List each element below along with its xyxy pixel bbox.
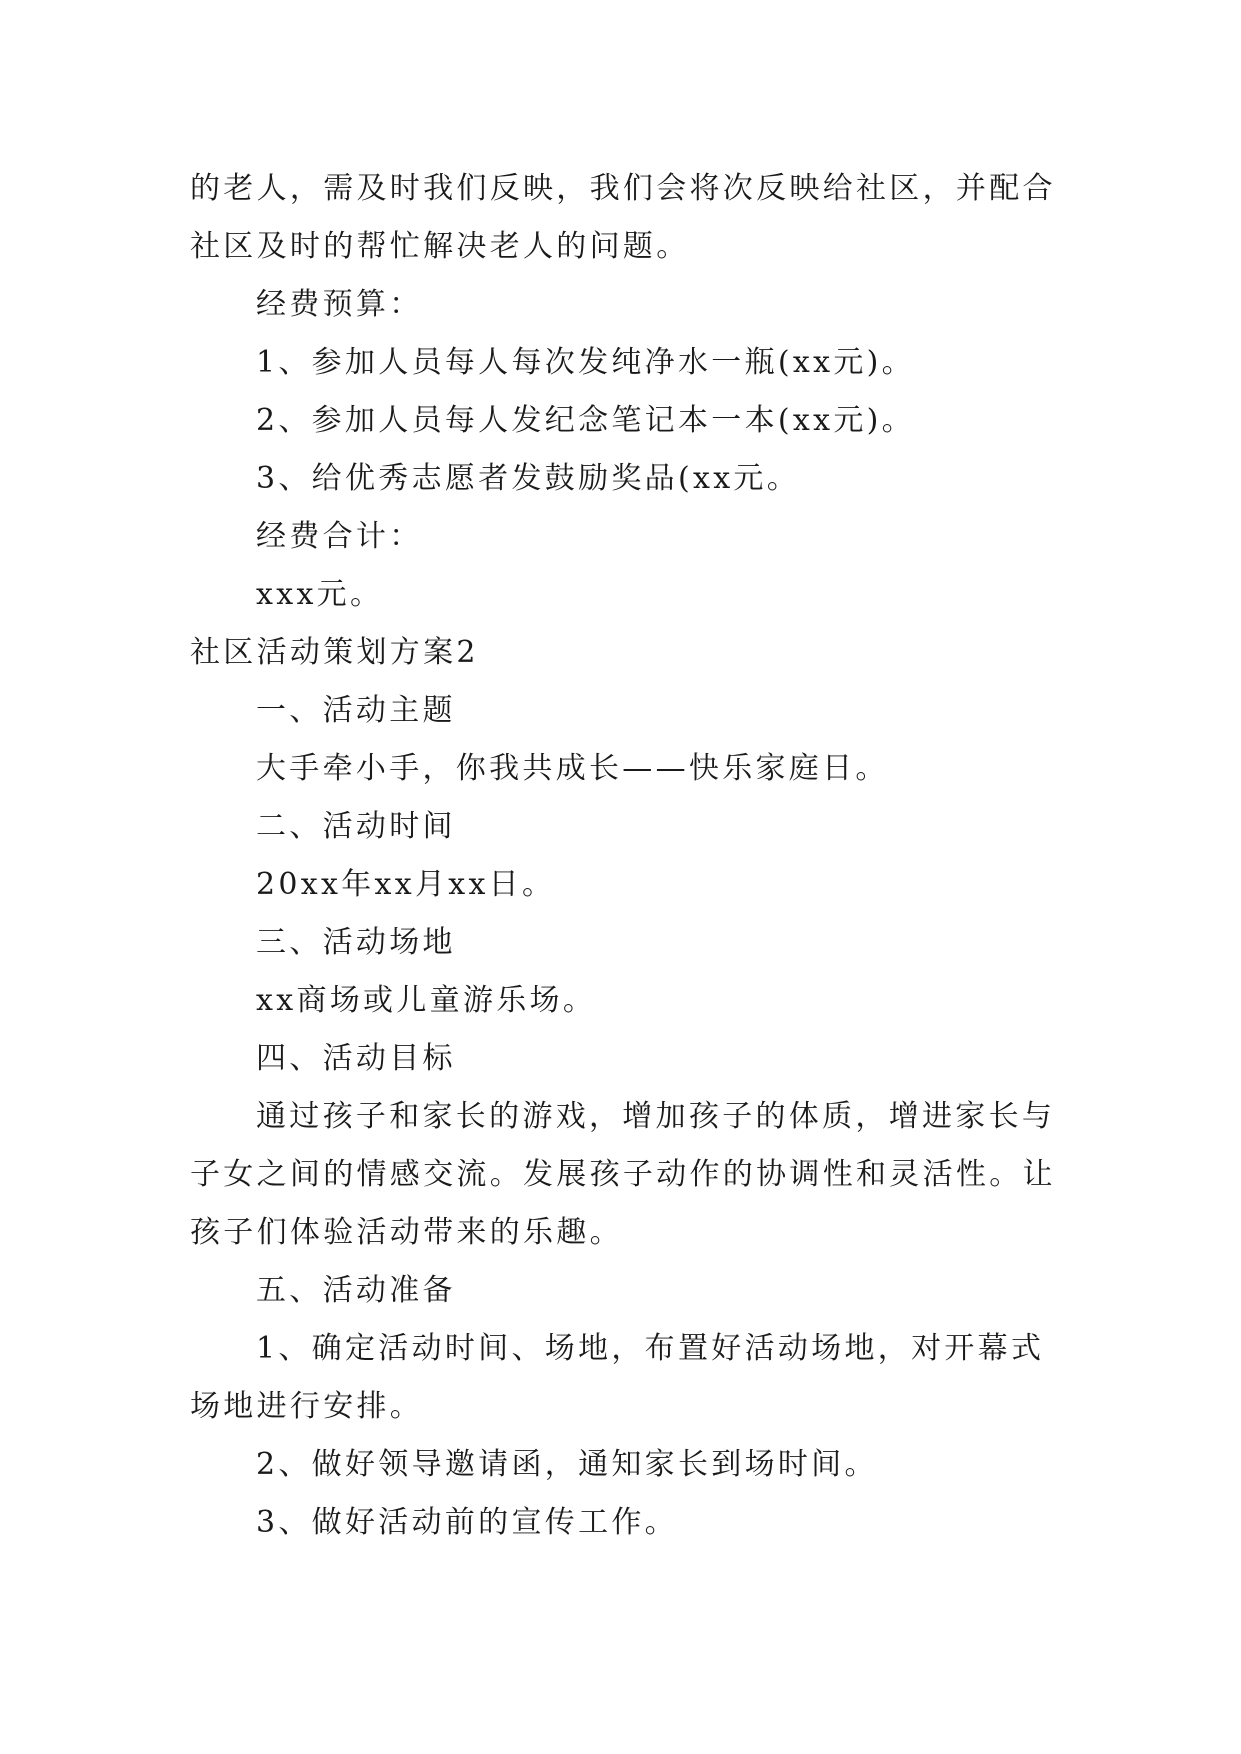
budget-item-1: 1、参加人员每人每次发纯净水一瓶(xx元)。 [256,345,915,380]
time-text: 20xx年xx月xx日。 [256,867,556,902]
preparation-item-1: 1、确定活动时间、场地，布置好活动场地，对开幕式场地进行安排。 [190,1331,1045,1424]
document-body [190,160,1070,1552]
preparation-item-2: 2、做好领导邀请函，通知家长到场时间。 [256,1447,878,1482]
budget-total-heading: 经费合计： [256,519,423,554]
budget-item-2: 2、参加人员每人发纪念笔记本一本(xx元)。 [256,403,915,438]
heading-theme: 一、活动主题 [256,693,456,728]
venue-text: xx商场或儿童游乐场。 [256,983,597,1018]
section-title: 社区活动策划方案2 [190,635,479,670]
budget-total-value: xxx元。 [256,577,384,612]
heading-venue: 三、活动场地 [256,925,456,960]
preparation-item-3: 3、做好活动前的宣传工作。 [256,1505,678,1540]
heading-goal: 四、活动目标 [256,1041,456,1076]
paragraph-continuation: 的老人，需及时我们反映，我们会将次反映给社区，并配合社区及时的帮忙解决老人的问题。 [190,171,1056,264]
heading-time: 二、活动时间 [256,809,456,844]
goal-text: 通过孩子和家长的游戏，增加孩子的体质，增进家长与子女之间的情感交流。发展孩子动作的协调性和灵活性。让孩子们体验活动带来的乐趣。 [190,1099,1056,1250]
theme-text: 大手牵小手，你我共成长——快乐家庭日。 [256,751,889,786]
heading-preparation: 五、活动准备 [256,1273,456,1308]
budget-item-3: 3、给优秀志愿者发鼓励奖品(xx元。 [256,461,801,496]
budget-heading: 经费预算： [256,287,423,322]
